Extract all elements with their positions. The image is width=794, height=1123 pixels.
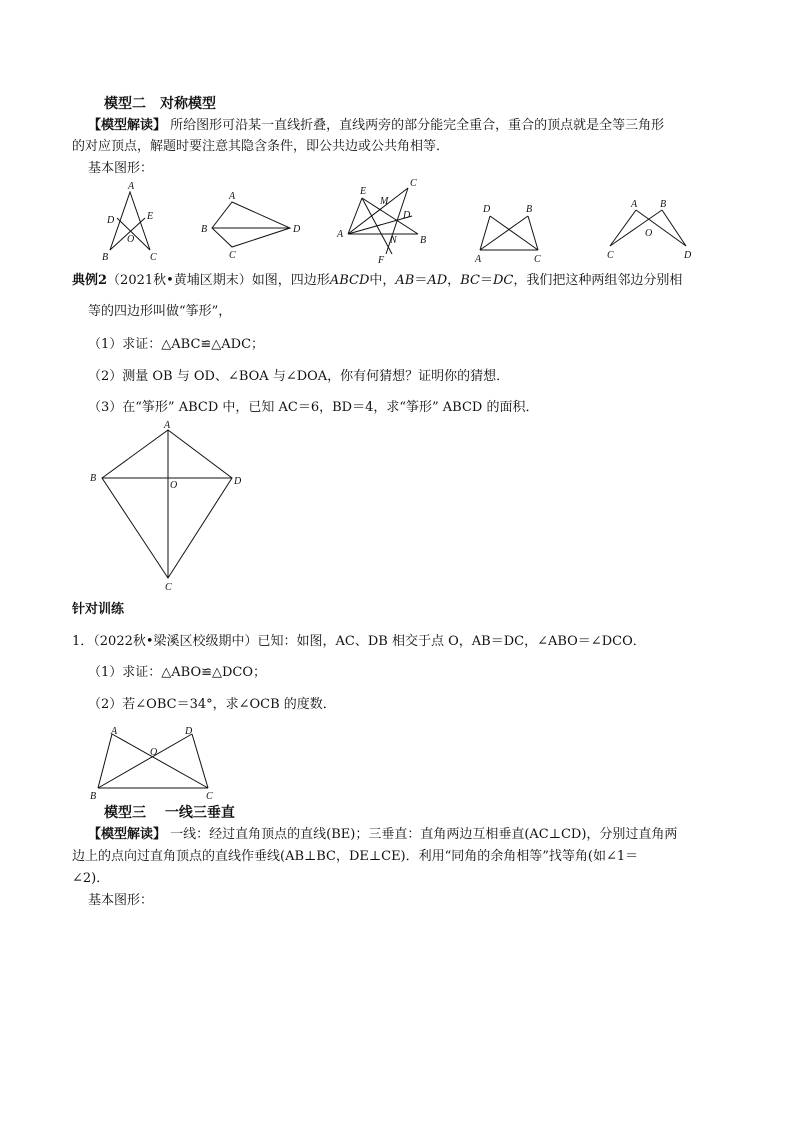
label: B (90, 791, 97, 802)
training-figure (88, 718, 228, 803)
label: E (147, 211, 154, 222)
section2-intro-line2: 的对应顶点，解题时要注意其隐含条件，即公共边或公共角相等． (72, 139, 450, 154)
example2-line1 (72, 272, 682, 290)
text: 中， (369, 273, 396, 288)
example-text: （2021秋•黄埔区期末）如图，四边形 (107, 273, 330, 288)
label: A (475, 254, 482, 265)
label: D (107, 215, 115, 226)
label: M (380, 196, 389, 207)
label: A (337, 229, 344, 240)
basic-figure-4 (470, 200, 550, 265)
label: D (403, 210, 411, 221)
label: B (201, 224, 208, 235)
label: A (128, 181, 135, 192)
basic-figure-1 (90, 180, 170, 265)
basic-figure-5 (598, 196, 708, 266)
text: ， (447, 273, 461, 288)
basic-figures-label: 基本图形： (88, 161, 154, 176)
training-q1: （1）求证：△ABO≌△DCO； (88, 665, 267, 680)
section2-intro-line1 (88, 117, 664, 135)
kite-figure (88, 420, 258, 595)
label: C (534, 254, 541, 265)
label: O (645, 228, 653, 239)
section3-intro-line1 (88, 826, 677, 844)
label: D (684, 250, 692, 261)
example2-q1: （1）求证：△ABC≌△ADC； (88, 337, 265, 352)
label: B (102, 252, 109, 263)
section3-intro-line2: 边上的点向过直角顶点的直线作垂线(AB⊥BC，DE⊥CE)．利用“同角的余角相等”找等角(如∠1＝ (72, 849, 639, 864)
training-problem1: 1．（2022秋•梁溪区校级期中）已知：如图，AC、DB 相交于点 O，AB＝DC，∠ABO＝∠DCO． (72, 634, 646, 649)
training-q2: （2）若∠OBC＝34°，求∠OCB 的度数． (88, 697, 336, 712)
intro-tag: 【模型解读】 (88, 827, 167, 842)
label: D (234, 476, 242, 487)
training-title: 针对训练 (72, 602, 125, 617)
text: AB (395, 273, 415, 288)
label: C (607, 250, 614, 261)
label: E (360, 186, 367, 197)
label: C (150, 252, 157, 263)
label: F (378, 255, 385, 266)
example2-q2: （2）测量 OB 与 OD、∠BOA 与∠DOA，你有何猜想？证明你的猜想． (88, 369, 510, 384)
basic-figure-3 (332, 176, 442, 266)
label: C (165, 582, 172, 593)
label: O (170, 480, 178, 491)
section-title-one-line-three-perp: 模型三 一线三垂直 (104, 805, 235, 821)
text: DC (492, 273, 514, 288)
label: O (150, 747, 158, 758)
label: O (127, 234, 135, 245)
label: C (229, 250, 236, 261)
text: BC (460, 273, 480, 288)
label: B (90, 473, 97, 484)
text: ，我们把这种两组邻边分别相 (513, 273, 683, 288)
section3-basic-figures-label: 基本图形： (88, 893, 154, 908)
text: ＝ (414, 273, 428, 288)
example2-line2: 等的四边形叫做“筝形”， (88, 304, 232, 319)
label: C (206, 791, 213, 802)
label: B (660, 199, 667, 210)
label: D (293, 224, 301, 235)
label: A (229, 191, 236, 202)
label: N (390, 235, 397, 246)
label: C (410, 178, 417, 189)
label: A (164, 420, 171, 431)
example-tag: 典例2 (72, 273, 108, 288)
intro-tag: 【模型解读】 (88, 118, 167, 133)
example2-q3: （3）在“筝形” ABCD 中，已知 AC＝6，BD＝4，求“筝形” ABCD 的面积． (88, 400, 539, 415)
text: ABCD (329, 273, 370, 288)
intro-text: 所给图形可沿某一直线折叠，直线两旁的部分能完全重合，重合的顶点就是全等三角形 (170, 118, 665, 133)
section3-intro-line3: ∠2)． (72, 871, 110, 886)
section-title-symmetry: 模型二 对称模型 (104, 96, 216, 112)
label: B (526, 204, 533, 215)
label: D (483, 204, 491, 215)
label: D (185, 726, 193, 737)
text: ＝ (479, 273, 493, 288)
label: A (631, 199, 638, 210)
label: B (420, 235, 427, 246)
basic-figure-2 (198, 185, 308, 261)
intro-text: 一线：经过直角顶点的直线(BE)；三垂直：直角两边互相垂直(AC⊥CD)，分别过直角两 (170, 827, 678, 842)
label: A (111, 726, 118, 737)
text: AD (427, 273, 448, 288)
